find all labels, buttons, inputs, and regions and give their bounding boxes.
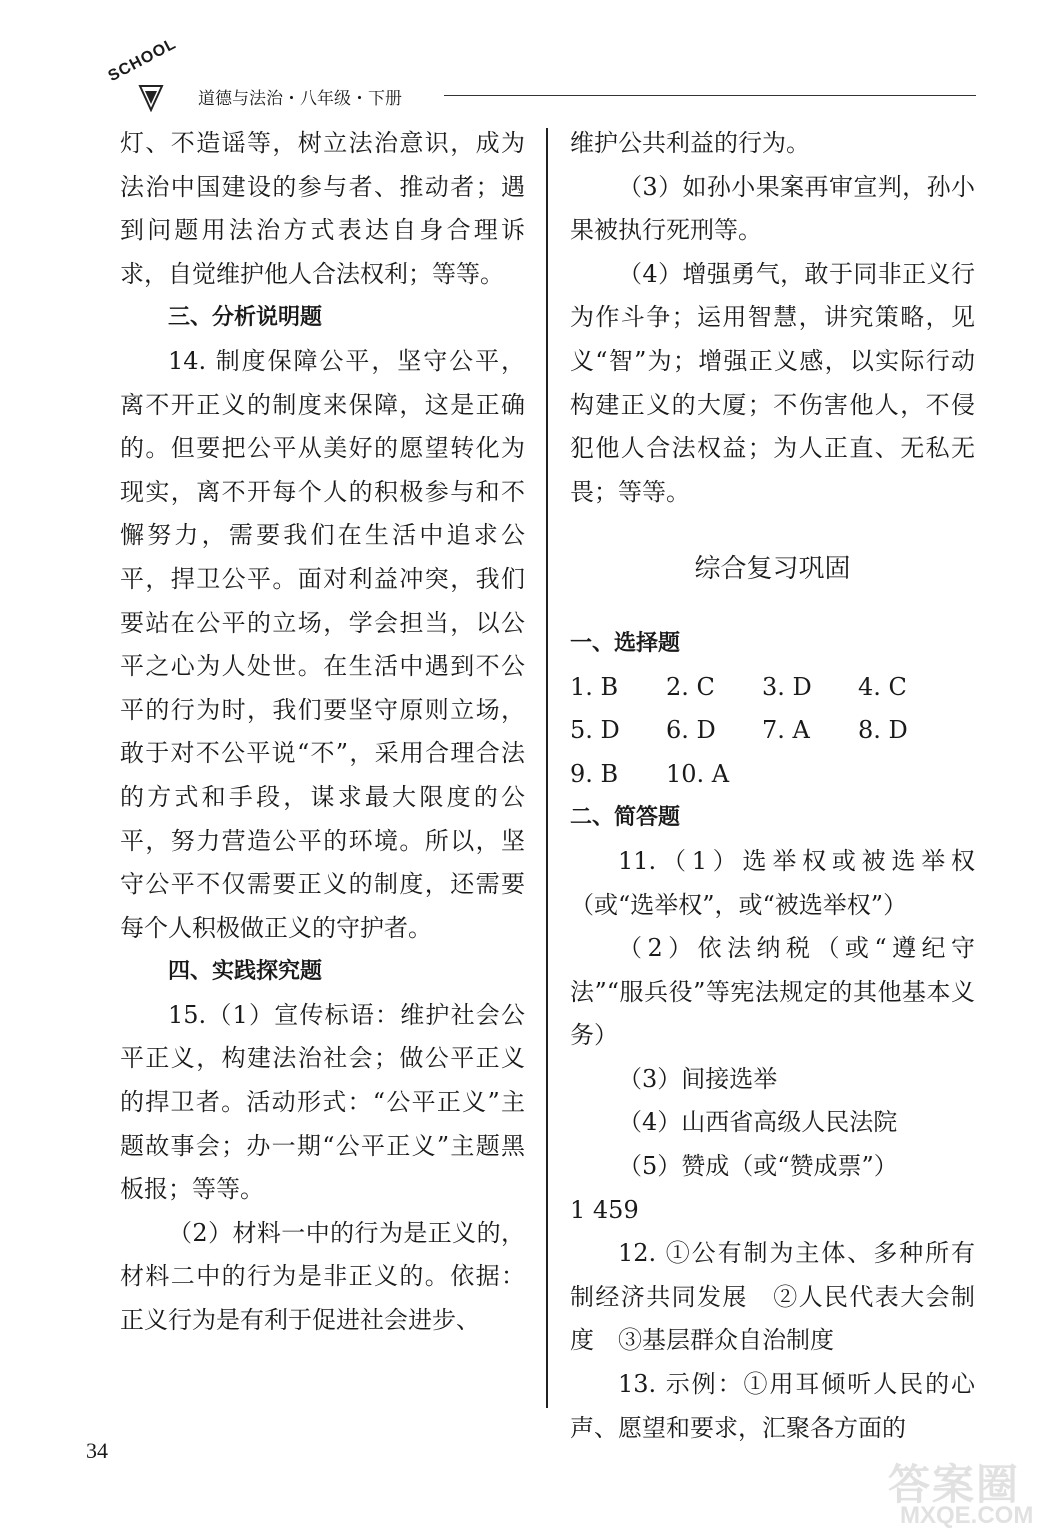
section-heading: 三、分析说明题 (168, 305, 323, 331)
page-header (105, 35, 978, 118)
watermark-text: 答案圈 (888, 1460, 1021, 1509)
choice-answer: 3. D (762, 672, 812, 701)
left-column (120, 122, 525, 1343)
choice-answers (570, 666, 975, 797)
running-title: 道德与法治・八年级・下册 (198, 89, 402, 109)
answer-14: 14. 制度保障公平，坚守公平，离不开正义的制度来保障，这是正确的。但要把公平从美好的愿望转化为现实，离不开每个人的积极参与和不懈努力，需要我们在生活中追求公平，捍卫公平。面对利益冲突，我们要站在公平的立场，学会担当，以公平之心为人处世。在生活中遇到不公平的行为时，我们要坚守原则立场，敢于对不公平说“不”，采用合理合法的方式和手段，谋求最大限度的公平，努力营造公平的环境。所以，坚守公平不仅需要正义的制度，还需要每个人积极做正义的守护者。 (120, 346, 525, 942)
choice-answer: 5. D (570, 716, 620, 745)
section-heading: 二、简答题 (570, 805, 681, 831)
logo-text: SCHOOL (105, 35, 180, 86)
answer-11-1: 11.（1）选举权或被选举权（或“选举权”，或“被选举权”） (570, 846, 975, 919)
answer-11-3: （3）间接选举 (618, 1064, 778, 1093)
answer-15-3: （3）如孙小果案再审宣判，孙小果被执行死刑等。 (570, 172, 975, 245)
column-divider (546, 128, 548, 1408)
choice-answer: 9. B (570, 759, 619, 788)
section-heading: 一、选择题 (570, 630, 681, 656)
right-column (570, 122, 975, 1450)
choice-answer: 6. D (666, 716, 716, 745)
header-rule (444, 95, 976, 96)
section-title: 综合复习巩固 (694, 554, 851, 585)
paragraph: 维护公共利益的行为。 (570, 129, 810, 157)
choice-answer: 8. D (858, 716, 908, 745)
section-heading: 四、实践探究题 (168, 959, 323, 985)
choice-answer: 7. A (762, 716, 810, 745)
page-number: 34 (86, 1438, 108, 1463)
answer-13: 13. 示例：①用耳倾听人民的心声、愿望和要求，汇聚各方面的 (570, 1370, 975, 1442)
choice-answer: 2. C (666, 672, 715, 701)
answer-15-1: 15.（1）宣传标语：维护社会公平正义，构建法治社会；做公平正义的捍卫者。活动形式：“公平正义”主题故事会；办一期“公平正义”主题黑板报；等等。 (120, 1000, 525, 1204)
answer-11-4: （4）山西省高级人民法院 (618, 1108, 898, 1137)
answer-15-4: （4）增强勇气，敢于同非正义行为作斗争；运用智慧，讲究策略，见义“智”为；增强正义感，以实际行动构建正义的大厦；不伤害他人，不侵犯他人合法权益；为人正直、无私无畏；等等。 (570, 259, 975, 506)
answer-11-5: （5）赞成（或“赞成票”） (618, 1152, 898, 1181)
choice-answer: 1. B (570, 672, 619, 701)
choice-answer: 4. C (858, 672, 907, 701)
answer-12: 12. ①公有制为主体、多种所有制经济共同发展 ②人民代表大会制度 ③基层群众自治制度 (570, 1239, 975, 1355)
vote-count: 1 459 (570, 1195, 639, 1224)
choice-answer: 10. A (666, 759, 730, 788)
answer-11-2: （2）依法纳税（或“遵纪守法”“服兵役”等宪法规定的其他基本义务） (570, 934, 975, 1050)
shield-icon (138, 82, 164, 112)
school-logo (105, 35, 188, 118)
answer-15-2: （2）材料一中的行为是正义的，材料二中的行为是非正义的。依据：正义行为是有利于促进社会进步、 (120, 1218, 525, 1335)
watermark-url: MXQE.COM (900, 1502, 1034, 1529)
watermark (870, 1452, 1050, 1532)
paragraph: 灯、不造谣等，树立法治意识，成为法治中国建设的参与者、推动者；遇到问题用法治方式表达自身合理诉求，自觉维护他人合法权利；等等。 (120, 129, 525, 288)
